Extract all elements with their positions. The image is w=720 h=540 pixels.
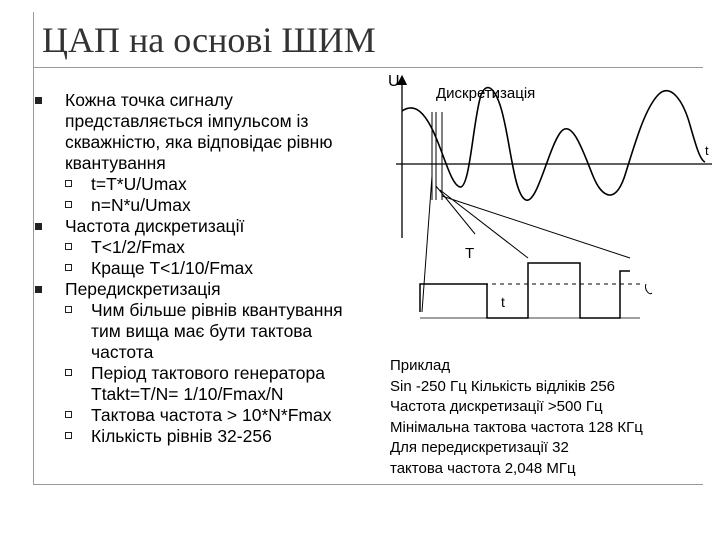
- sub-bullet-text: Період тактового генератора Ttakt=T/N= 1/10/Fmax/N: [91, 363, 325, 404]
- sub-bullet-text: n=N*u/Umax: [91, 195, 191, 215]
- period-label: T: [465, 245, 475, 262]
- example-line: Sin -250 Гц Кількість відліків 256: [390, 377, 615, 395]
- pwm-tail-curve: [646, 284, 652, 294]
- bullet-text: Частота дискретизації: [65, 216, 245, 236]
- example-line: Приклад: [390, 357, 451, 374]
- bullet-text: Передискретизація: [65, 279, 221, 299]
- example-text-block: [390, 356, 643, 479]
- slide-title: ЦАП на основі ШИМ: [42, 20, 376, 60]
- example-line: Частота дискретизації >500 Гц: [390, 398, 603, 415]
- u-axis-label: U: [388, 73, 400, 90]
- sub-bullet-text: t=T*U/Umax: [91, 174, 187, 194]
- sampling-label: Дискретизація: [436, 85, 536, 102]
- sub-bullet-text: T<1/2/Fmax: [91, 237, 185, 257]
- example-line: тактова частота 2,048 МГц: [390, 459, 576, 477]
- fan-line: [422, 176, 432, 312]
- t-axis-label: t: [705, 143, 709, 158]
- pwm-pulse-train: [420, 263, 630, 318]
- fan-line: [436, 186, 475, 234]
- example-line: Для передискретизації 32: [390, 439, 569, 456]
- sub-bullet-text: Тактова частота > 10*N*Fmax: [91, 405, 332, 425]
- sub-bullet-text: Кількість рівнів 32-256: [91, 426, 272, 446]
- pulse-width-label: t: [501, 294, 505, 310]
- signal-waveform: [402, 88, 705, 201]
- example-line: Мінімальна тактова частота 128 КГц: [390, 418, 643, 436]
- sub-bullet-text: Чим більше рівнів квантування тим вища має бути тактова частота: [91, 300, 343, 362]
- sub-bullet-text: Краще T<1/10/Fmax: [91, 258, 254, 278]
- bullet-text: Кожна точка сигналу представляється імпульсом із скважністю, яка відповідає рівню квантування: [65, 90, 333, 173]
